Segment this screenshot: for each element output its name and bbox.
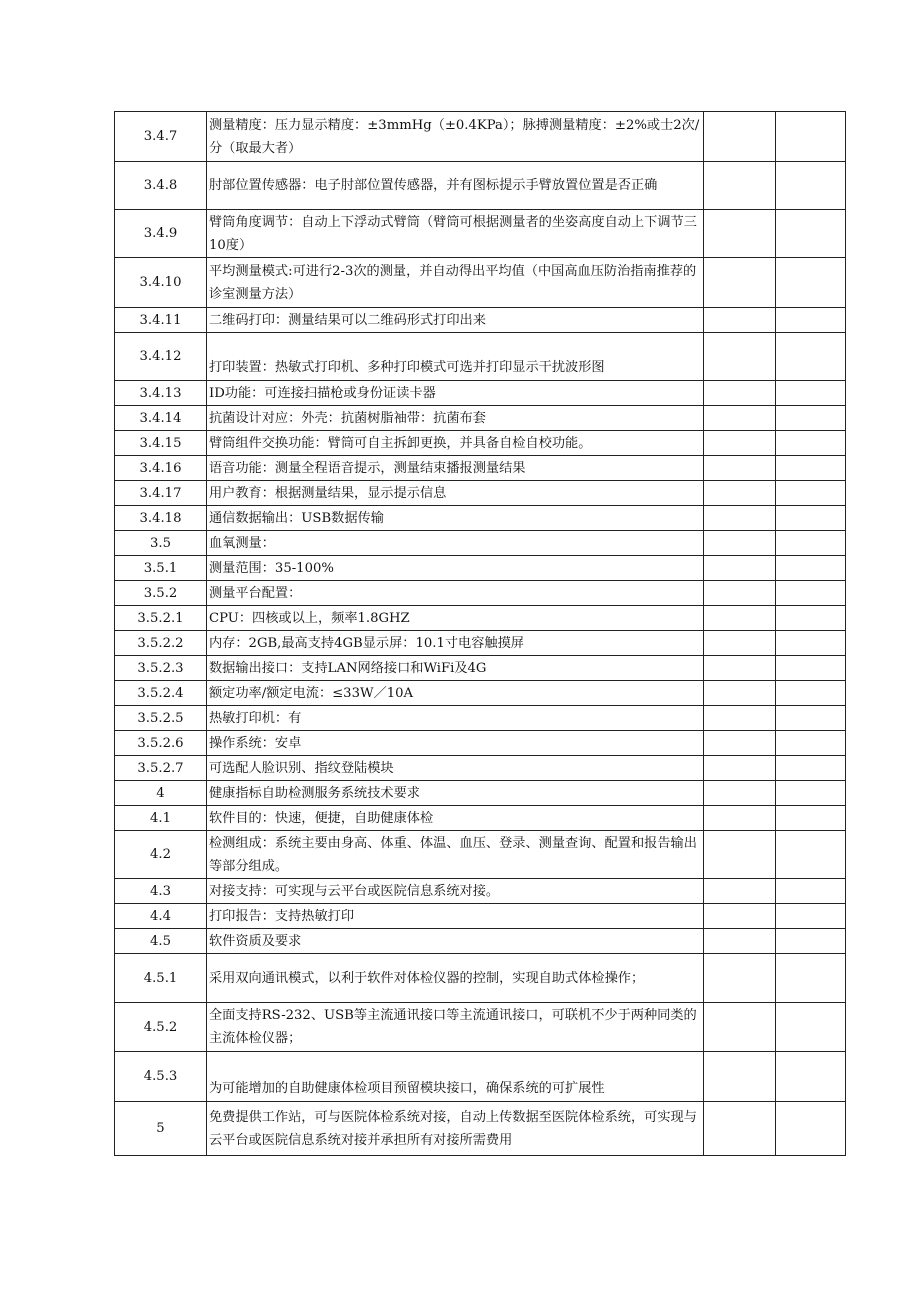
blank-cell bbox=[704, 756, 776, 781]
blank-cell bbox=[704, 581, 776, 606]
blank-cell bbox=[704, 333, 776, 381]
blank-cell bbox=[704, 904, 776, 929]
blank-cell bbox=[776, 756, 846, 781]
item-number: 4.1 bbox=[115, 806, 207, 831]
blank-cell bbox=[776, 431, 846, 456]
blank-cell bbox=[704, 831, 776, 879]
item-number: 3.4.10 bbox=[115, 258, 207, 308]
blank-cell bbox=[704, 308, 776, 333]
blank-cell bbox=[776, 481, 846, 506]
item-description: 血氧测量： bbox=[207, 531, 704, 556]
item-description: 肘部位置传感器：电子肘部位置传感器，并有图标提示手臂放置位置是否正确 bbox=[207, 162, 704, 210]
table-row bbox=[115, 481, 846, 506]
blank-cell bbox=[776, 1052, 846, 1102]
blank-cell bbox=[776, 879, 846, 904]
blank-cell bbox=[776, 581, 846, 606]
blank-cell bbox=[704, 929, 776, 954]
item-description: 为可能增加的自助健康体检项目预留模块接口，确保系统的可扩展性 bbox=[207, 1052, 704, 1102]
blank-cell bbox=[776, 929, 846, 954]
blank-cell bbox=[776, 112, 846, 162]
blank-cell bbox=[776, 706, 846, 731]
item-number: 4.5.3 bbox=[115, 1052, 207, 1102]
blank-cell bbox=[704, 431, 776, 456]
item-description: 软件资质及要求 bbox=[207, 929, 704, 954]
item-description: 免费提供工作站，可与医院体检系统对接，自动上传数据至医院体检系统，可实现与云平台或医院信息系统对接并承担所有对接所需费用 bbox=[207, 1102, 704, 1156]
blank-cell bbox=[776, 806, 846, 831]
blank-cell bbox=[776, 631, 846, 656]
item-number: 3.4.18 bbox=[115, 506, 207, 531]
item-description: 测量精度：压力显示精度：±3mmHg（±0.4KPa）；脉搏测量精度：±2%或士2次/分（取最大者） bbox=[207, 112, 704, 162]
table-row bbox=[115, 781, 846, 806]
item-number: 3.5.2.3 bbox=[115, 656, 207, 681]
blank-cell bbox=[704, 531, 776, 556]
table-row bbox=[115, 681, 846, 706]
item-description: 测量范围：35-100% bbox=[207, 556, 704, 581]
table-row bbox=[115, 581, 846, 606]
spec-table-body bbox=[115, 112, 846, 1156]
blank-cell bbox=[776, 308, 846, 333]
blank-cell bbox=[704, 706, 776, 731]
blank-cell bbox=[776, 531, 846, 556]
item-number: 3.4.14 bbox=[115, 406, 207, 431]
item-description: 臂筒角度调节：自动上下浮动式臂筒（臂筒可根据测量者的坐姿高度自动上下调节三10度） bbox=[207, 210, 704, 258]
blank-cell bbox=[776, 731, 846, 756]
blank-cell bbox=[704, 381, 776, 406]
table-row bbox=[115, 333, 846, 381]
item-description: CPU：四核或以上，频率1.8GHZ bbox=[207, 606, 704, 631]
item-description: 可选配人脸识别、指纹登陆模块 bbox=[207, 756, 704, 781]
blank-cell bbox=[704, 606, 776, 631]
blank-cell bbox=[776, 656, 846, 681]
item-number: 3.4.17 bbox=[115, 481, 207, 506]
table-row bbox=[115, 929, 846, 954]
item-description: 打印报告：支持热敏打印 bbox=[207, 904, 704, 929]
blank-cell bbox=[704, 879, 776, 904]
table-row bbox=[115, 556, 846, 581]
table-row bbox=[115, 904, 846, 929]
blank-cell bbox=[776, 556, 846, 581]
table-row bbox=[115, 531, 846, 556]
item-description: ID功能：可连接扫描枪或身份证读卡器 bbox=[207, 381, 704, 406]
item-description: 对接支持：可实现与云平台或医院信息系统对接。 bbox=[207, 879, 704, 904]
blank-cell bbox=[704, 656, 776, 681]
item-number: 3.5.2 bbox=[115, 581, 207, 606]
item-description: 通信数据输出：USB数据传输 bbox=[207, 506, 704, 531]
item-description: 用户教育：根据测量结果，显示提示信息 bbox=[207, 481, 704, 506]
blank-cell bbox=[704, 954, 776, 1003]
item-number: 3.5.1 bbox=[115, 556, 207, 581]
blank-cell bbox=[704, 681, 776, 706]
item-description: 平均测量模式:可进行2-3次的测量，并自动得出平均值（中国高血压防治指南推荐的诊室测量方法） bbox=[207, 258, 704, 308]
table-row bbox=[115, 831, 846, 879]
item-number: 3.5 bbox=[115, 531, 207, 556]
table-row bbox=[115, 1102, 846, 1156]
table-row bbox=[115, 806, 846, 831]
table-row bbox=[115, 706, 846, 731]
item-number: 3.4.13 bbox=[115, 381, 207, 406]
item-number: 3.5.2.1 bbox=[115, 606, 207, 631]
blank-cell bbox=[704, 456, 776, 481]
item-number: 3.4.9 bbox=[115, 210, 207, 258]
item-number: 4.4 bbox=[115, 904, 207, 929]
blank-cell bbox=[776, 381, 846, 406]
item-number: 3.5.2.6 bbox=[115, 731, 207, 756]
blank-cell bbox=[704, 731, 776, 756]
item-number: 4.5.2 bbox=[115, 1003, 207, 1052]
table-row bbox=[115, 112, 846, 162]
blank-cell bbox=[776, 681, 846, 706]
item-description: 操作系统：安卓 bbox=[207, 731, 704, 756]
blank-cell bbox=[704, 210, 776, 258]
item-description: 语音功能：测量全程语音提示，测量结束播报测量结果 bbox=[207, 456, 704, 481]
table-row bbox=[115, 308, 846, 333]
table-row bbox=[115, 879, 846, 904]
blank-cell bbox=[704, 506, 776, 531]
item-description: 采用双向通讯模式，以利于软件对体检仪器的控制，实现自助式体检操作； bbox=[207, 954, 704, 1003]
blank-cell bbox=[704, 258, 776, 308]
blank-cell bbox=[776, 606, 846, 631]
item-description: 热敏打印机：有 bbox=[207, 706, 704, 731]
item-number: 4.2 bbox=[115, 831, 207, 879]
table-row bbox=[115, 506, 846, 531]
blank-cell bbox=[704, 1003, 776, 1052]
item-description: 打印装置：热敏式打印机、多种打印模式可选并打印显示干扰波形图 bbox=[207, 333, 704, 381]
item-description: 健康指标自助检测服务系统技术要求 bbox=[207, 781, 704, 806]
blank-cell bbox=[776, 210, 846, 258]
item-description: 测量平台配置： bbox=[207, 581, 704, 606]
blank-cell bbox=[776, 781, 846, 806]
blank-cell bbox=[776, 162, 846, 210]
item-number: 3.4.8 bbox=[115, 162, 207, 210]
table-row bbox=[115, 1003, 846, 1052]
table-row bbox=[115, 210, 846, 258]
blank-cell bbox=[776, 904, 846, 929]
blank-cell bbox=[776, 406, 846, 431]
table-row bbox=[115, 406, 846, 431]
item-number: 3.4.7 bbox=[115, 112, 207, 162]
blank-cell bbox=[704, 1052, 776, 1102]
table-row bbox=[115, 456, 846, 481]
table-row bbox=[115, 258, 846, 308]
item-number: 3.4.16 bbox=[115, 456, 207, 481]
blank-cell bbox=[704, 631, 776, 656]
table-row bbox=[115, 162, 846, 210]
blank-cell bbox=[776, 1102, 846, 1156]
item-number: 3.4.15 bbox=[115, 431, 207, 456]
item-number: 4.5.1 bbox=[115, 954, 207, 1003]
item-number: 3.5.2.4 bbox=[115, 681, 207, 706]
item-description: 内存：2GB,最高支持4GB显示屏：10.1寸电容触摸屏 bbox=[207, 631, 704, 656]
item-description: 二维码打印：测量结果可以二维码形式打印出来 bbox=[207, 308, 704, 333]
item-number: 3.5.2.2 bbox=[115, 631, 207, 656]
item-description: 检测组成：系统主要由身高、体重、体温、血压、登录、测量查询、配置和报告输出等部分组成。 bbox=[207, 831, 704, 879]
table-row bbox=[115, 756, 846, 781]
blank-cell bbox=[704, 112, 776, 162]
item-number: 3.5.2.7 bbox=[115, 756, 207, 781]
blank-cell bbox=[776, 506, 846, 531]
blank-cell bbox=[776, 831, 846, 879]
table-row bbox=[115, 954, 846, 1003]
item-number: 5 bbox=[115, 1102, 207, 1156]
table-row bbox=[115, 381, 846, 406]
table-row bbox=[115, 656, 846, 681]
blank-cell bbox=[704, 481, 776, 506]
item-description: 额定功率/额定电流：≤33W／10A bbox=[207, 681, 704, 706]
blank-cell bbox=[776, 456, 846, 481]
item-number: 4.3 bbox=[115, 879, 207, 904]
blank-cell bbox=[776, 954, 846, 1003]
table-row bbox=[115, 431, 846, 456]
item-description: 抗菌设计对应：外壳：抗菌树脂袖带：抗菌布套 bbox=[207, 406, 704, 431]
item-description: 数据输出接口：支持LAN网络接口和WiFi及4G bbox=[207, 656, 704, 681]
blank-cell bbox=[776, 1003, 846, 1052]
item-description: 全面支持RS-232、USB等主流通讯接口等主流通讯接口，可联机不少于两种同类的主流体检仪器； bbox=[207, 1003, 704, 1052]
table-row bbox=[115, 631, 846, 656]
item-number: 3.4.12 bbox=[115, 333, 207, 381]
blank-cell bbox=[704, 406, 776, 431]
blank-cell bbox=[704, 781, 776, 806]
table-row bbox=[115, 606, 846, 631]
table-row bbox=[115, 1052, 846, 1102]
blank-cell bbox=[704, 806, 776, 831]
item-number: 3.5.2.5 bbox=[115, 706, 207, 731]
item-number: 4 bbox=[115, 781, 207, 806]
blank-cell bbox=[776, 333, 846, 381]
blank-cell bbox=[704, 556, 776, 581]
item-number: 3.4.11 bbox=[115, 308, 207, 333]
item-description: 软件目的：快速，便捷，自助健康体检 bbox=[207, 806, 704, 831]
item-number: 4.5 bbox=[115, 929, 207, 954]
blank-cell bbox=[704, 1102, 776, 1156]
blank-cell bbox=[776, 258, 846, 308]
spec-table bbox=[114, 111, 846, 1156]
blank-cell bbox=[704, 162, 776, 210]
item-description: 臂筒组件交换功能：臂筒可自主拆卸更换，并具备自检自校功能。 bbox=[207, 431, 704, 456]
table-row bbox=[115, 731, 846, 756]
